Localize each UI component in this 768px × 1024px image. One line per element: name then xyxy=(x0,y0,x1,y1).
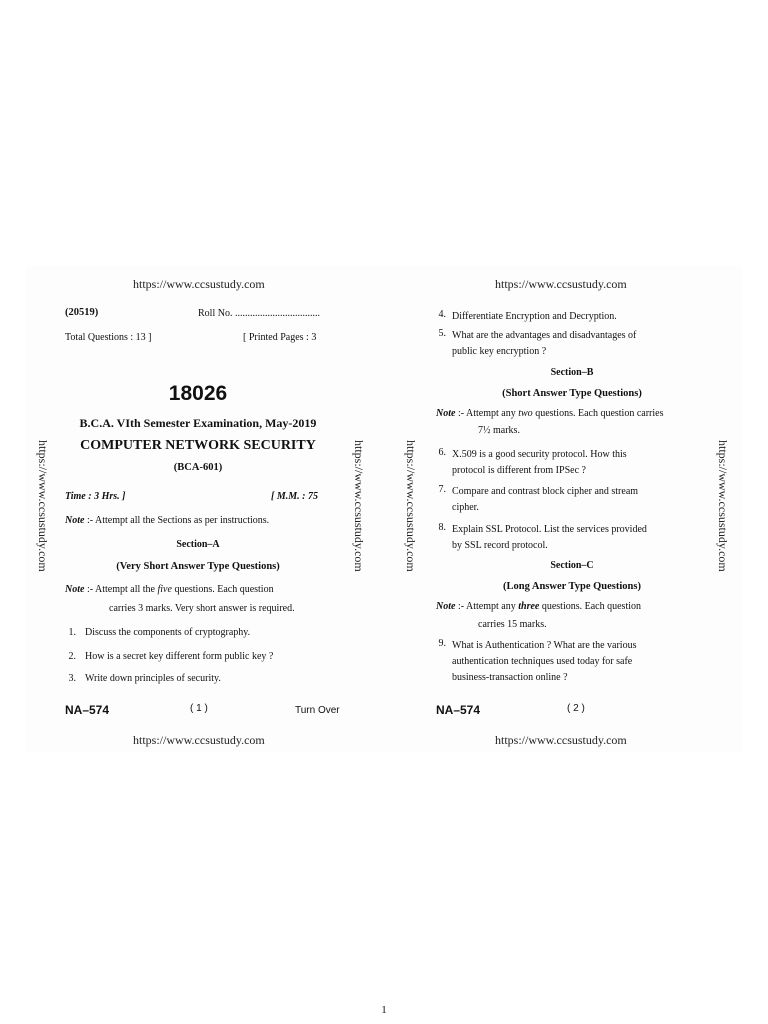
question-number: 5. xyxy=(438,328,446,339)
exam-title: B.C.A. VIth Semester Examination, May-2019 xyxy=(79,416,317,430)
section-b-note-pre: :- Attempt any xyxy=(457,408,516,419)
section-b-title: Section–B xyxy=(550,367,594,378)
question-text: Explain SSL Protocol. List the services provided by SSL record protocol. xyxy=(452,524,647,551)
watermark-url-side-2: https://www.ccsustudy.com xyxy=(352,440,366,572)
section-a-note xyxy=(65,584,274,595)
general-note xyxy=(65,515,269,526)
section-a-note-emph: five xyxy=(157,584,172,595)
question-text: Compare and contrast block cipher and stream cipher. xyxy=(452,486,639,513)
question-number: 1. xyxy=(68,627,76,638)
section-c-subtitle: (Long Answer Type Questions) xyxy=(503,581,641,592)
section-a-title: Section–A xyxy=(176,539,220,550)
section-c-note-pre: :- Attempt any xyxy=(457,601,516,612)
question-text: What is Authentication ? What are the various authentication techniques used today for safe business-transaction online ? xyxy=(452,640,637,683)
max-marks: [ M.M. : 75 xyxy=(271,491,318,502)
watermark-url-side-3: https://www.ccsustudy.com xyxy=(404,440,418,572)
question-text: How is a secret key different form public key ? xyxy=(85,651,274,662)
total-questions: Total Questions : 13 ] xyxy=(65,332,152,343)
section-b-note-post: questions. Each question carries xyxy=(535,408,664,419)
turn-over-label: Turn Over xyxy=(295,705,340,716)
question-text: What are the advantages and disadvantages of public key encryption ? xyxy=(452,330,637,357)
footer-code-left: NA–574 xyxy=(65,703,110,717)
question-number: 2. xyxy=(68,651,76,662)
watermark-url-top-left: https://www.ccsustudy.com xyxy=(133,277,265,291)
footer-page-left: ( 1 ) xyxy=(190,703,208,714)
roll-number-line: Roll No. .................................. xyxy=(198,308,320,319)
printed-pages: [ Printed Pages : 3 xyxy=(243,332,317,343)
question-number: 7. xyxy=(438,484,446,495)
section-b-note-line2: 7½ marks. xyxy=(478,425,520,436)
section-c-note-post: questions. Each question xyxy=(541,601,641,612)
section-a-note-line2: carries 3 marks. Very short answer is required. xyxy=(109,603,295,614)
question-text: X.509 is a good security protocol. How this protocol is different from IPSec ? xyxy=(452,449,627,476)
section-a-note-post: questions. Each question xyxy=(174,584,274,595)
exam-number: 18026 xyxy=(168,382,228,405)
question-number: 3. xyxy=(68,673,76,684)
note-label: Note xyxy=(65,515,85,526)
section-b-note-label: Note xyxy=(436,408,456,419)
question-text: Discuss the components of cryptography. xyxy=(85,627,251,638)
section-b-subtitle: (Short Answer Type Questions) xyxy=(502,388,642,399)
subject-code: (BCA-601) xyxy=(173,462,223,473)
time-allowed: Time : 3 Hrs. ] xyxy=(65,491,126,502)
watermark-url-top-right: https://www.ccsustudy.com xyxy=(495,277,627,291)
watermark-url-bottom-right: https://www.ccsustudy.com xyxy=(495,733,627,747)
question-number: 8. xyxy=(438,522,446,533)
section-c-note-label: Note xyxy=(436,601,456,612)
watermark-url-bottom-left: https://www.ccsustudy.com xyxy=(133,733,265,747)
watermark-url-side-1: https://www.ccsustudy.com xyxy=(36,440,50,572)
question-number: 9. xyxy=(438,638,446,649)
section-b-note xyxy=(436,408,663,419)
section-c-note-emph: three xyxy=(518,601,540,612)
question-number: 4. xyxy=(438,309,446,320)
question-text: Differentiate Encryption and Decryption. xyxy=(452,311,617,322)
page-number: 1 xyxy=(381,1004,387,1016)
question-number: 6. xyxy=(438,447,446,458)
footer-page-right: ( 2 ) xyxy=(567,703,585,714)
section-b-note-emph: two xyxy=(518,408,533,419)
subject-title: COMPUTER NETWORK SECURITY xyxy=(80,438,316,453)
section-c-note-line2: carries 15 marks. xyxy=(478,619,547,630)
section-c-note xyxy=(436,601,641,612)
footer-code-right: NA–574 xyxy=(436,703,481,717)
watermark-url-side-4: https://www.ccsustudy.com xyxy=(716,440,730,572)
section-a-note-pre: :- Attempt all the xyxy=(86,584,155,595)
paper-code: (20519) xyxy=(65,307,99,318)
note-text: :- Attempt all the Sections as per instructions. xyxy=(86,515,270,526)
section-a-subtitle: (Very Short Answer Type Questions) xyxy=(116,561,280,572)
section-a-note-label: Note xyxy=(65,584,85,595)
question-text: Write down principles of security. xyxy=(85,673,221,684)
section-c-title: Section–C xyxy=(550,560,594,571)
